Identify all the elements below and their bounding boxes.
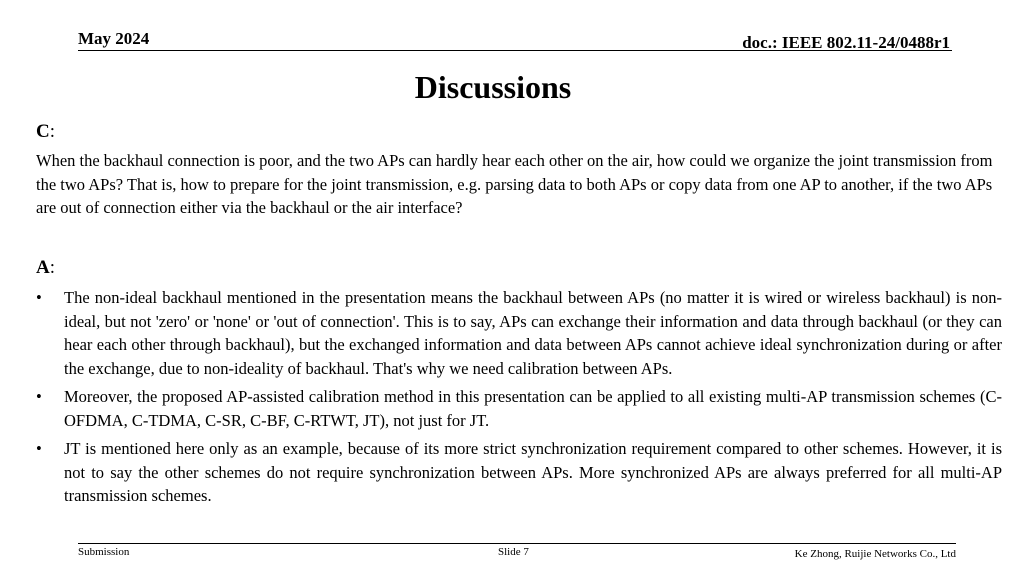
answer-bullet-text: Moreover, the proposed AP-assisted calibration method in this presentation can be applied to all existing multi-AP transmission schemes (C-OFDMA, C-TDMA, C-SR, C-BF, C-RTWT, JT), not just for JT. xyxy=(64,387,1002,430)
footer-divider xyxy=(78,543,956,544)
answer-bullet xyxy=(36,385,1002,432)
question-label-colon: : xyxy=(49,121,56,142)
answer-label-letter: A xyxy=(36,257,50,278)
answer-label-colon: : xyxy=(49,257,56,278)
answer-label xyxy=(36,256,55,280)
question-text: When the backhaul connection is poor, and the two APs can hardly hear each other on the air, how could we organize the joint transmission from the two APs? That is, how to prepare for the joint transmission, e.g. parsing data to both APs or copy data from one AP to another, if the two APs are out of connection either via the backhaul or the air interface? xyxy=(36,151,993,217)
answer-bullet-list xyxy=(36,286,1002,513)
header-date: May 2024 xyxy=(78,29,150,48)
footer-author: Ke Zhong, Ruijie Networks Co., Ltd xyxy=(794,548,956,560)
footer-submission: Submission xyxy=(78,546,130,558)
header-doc-id: doc.: IEEE 802.11-24/0488r1 xyxy=(742,33,950,52)
answer-bullet xyxy=(36,437,1002,508)
header-divider xyxy=(78,50,952,51)
bullet-dot-icon: • xyxy=(36,288,42,307)
answer-bullet-text: JT is mentioned here only as an example, because of its more strict synchronization requirement compared to other schemes. However, it is not to say the other schemes do not require synchronization between APs. More synchronized APs are always preferred for all multi-AP transmission schemes. xyxy=(64,439,1002,505)
bullet-dot-icon: • xyxy=(36,439,42,458)
slide-title: Discussions xyxy=(414,69,572,105)
answer-bullet xyxy=(36,286,1002,380)
question-label xyxy=(36,120,55,144)
footer-slide-number: Slide 7 xyxy=(498,546,529,558)
question-label-letter: C xyxy=(36,121,50,142)
bullet-dot-icon: • xyxy=(36,387,42,406)
answer-bullet-text: The non-ideal backhaul mentioned in the presentation means the backhaul between APs (no matter it is wired or wireless backhaul) is non-ideal, but not 'zero' or 'none' or 'out of connection'. This is to say, APs can exchange their information and data through backhaul (or they can hear each other through backhaul), but the exchanged information and data between APs cannot achieve ideal synchronization during or after the exchange, due to non-ideality of backhaul. That's why we need calibration between APs. xyxy=(64,288,1002,378)
